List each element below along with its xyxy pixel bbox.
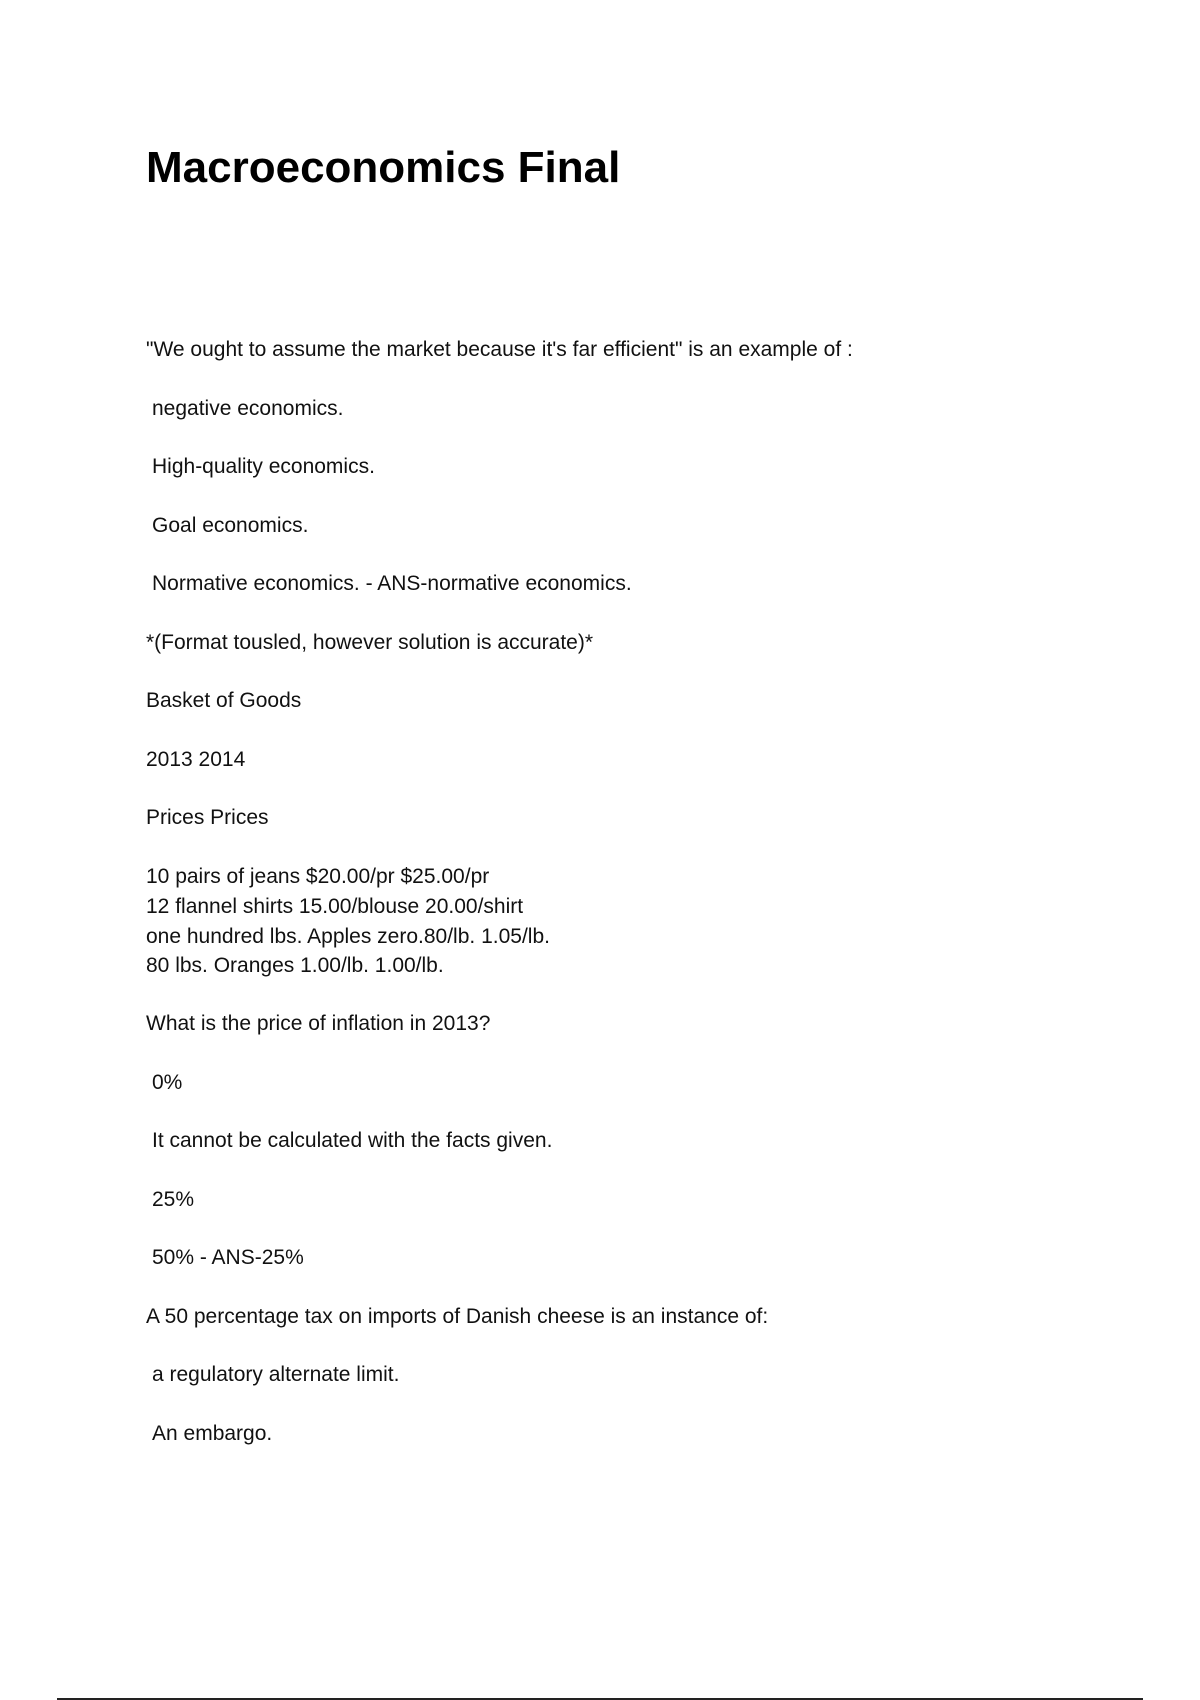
question-2-prompt: What is the price of inflation in 2013? — [146, 1012, 491, 1035]
question-3-option-a: a regulatory alternate limit. — [152, 1363, 400, 1386]
question-3-prompt: A 50 percentage tax on imports of Danish cheese is an instance of: — [146, 1305, 769, 1328]
basket-row-oranges: 80 lbs. Oranges 1.00/lb. 1.00/lb. — [146, 954, 444, 977]
question-1-prompt: "We ought to assume the market because it's far efficient" is an example of : — [146, 338, 853, 361]
page-title: Macroeconomics Final — [146, 143, 621, 192]
basket-row-apples: one hundred lbs. Apples zero.80/lb. 1.05/lb. — [146, 925, 550, 948]
question-2-option-c: 25% — [152, 1188, 195, 1211]
basket-prices-header: Prices Prices — [146, 806, 269, 829]
basket-row-jeans: 10 pairs of jeans $20.00/pr $25.00/pr — [146, 865, 490, 888]
question-1-option-c: Goal economics. — [152, 514, 309, 537]
basket-title: Basket of Goods — [146, 689, 302, 712]
question-1-option-b: High-quality economics. — [152, 455, 375, 478]
question-3-option-b: An embargo. — [152, 1422, 273, 1445]
question-1-option-a: negative economics. — [152, 397, 344, 420]
question-1-option-d: Normative economics. - ANS-normative economics. — [152, 572, 632, 595]
question-2-option-d: 50% - ANS-25% — [152, 1246, 304, 1269]
question-2-option-a: 0% — [152, 1071, 183, 1094]
basket-row-shirts: 12 flannel shirts 15.00/blouse 20.00/shirt — [146, 895, 524, 918]
basket-years-header: 2013 2014 — [146, 748, 246, 771]
question-1-note: *(Format tousled, however solution is accurate)* — [146, 631, 594, 654]
question-2-option-b: It cannot be calculated with the facts given. — [152, 1129, 553, 1152]
